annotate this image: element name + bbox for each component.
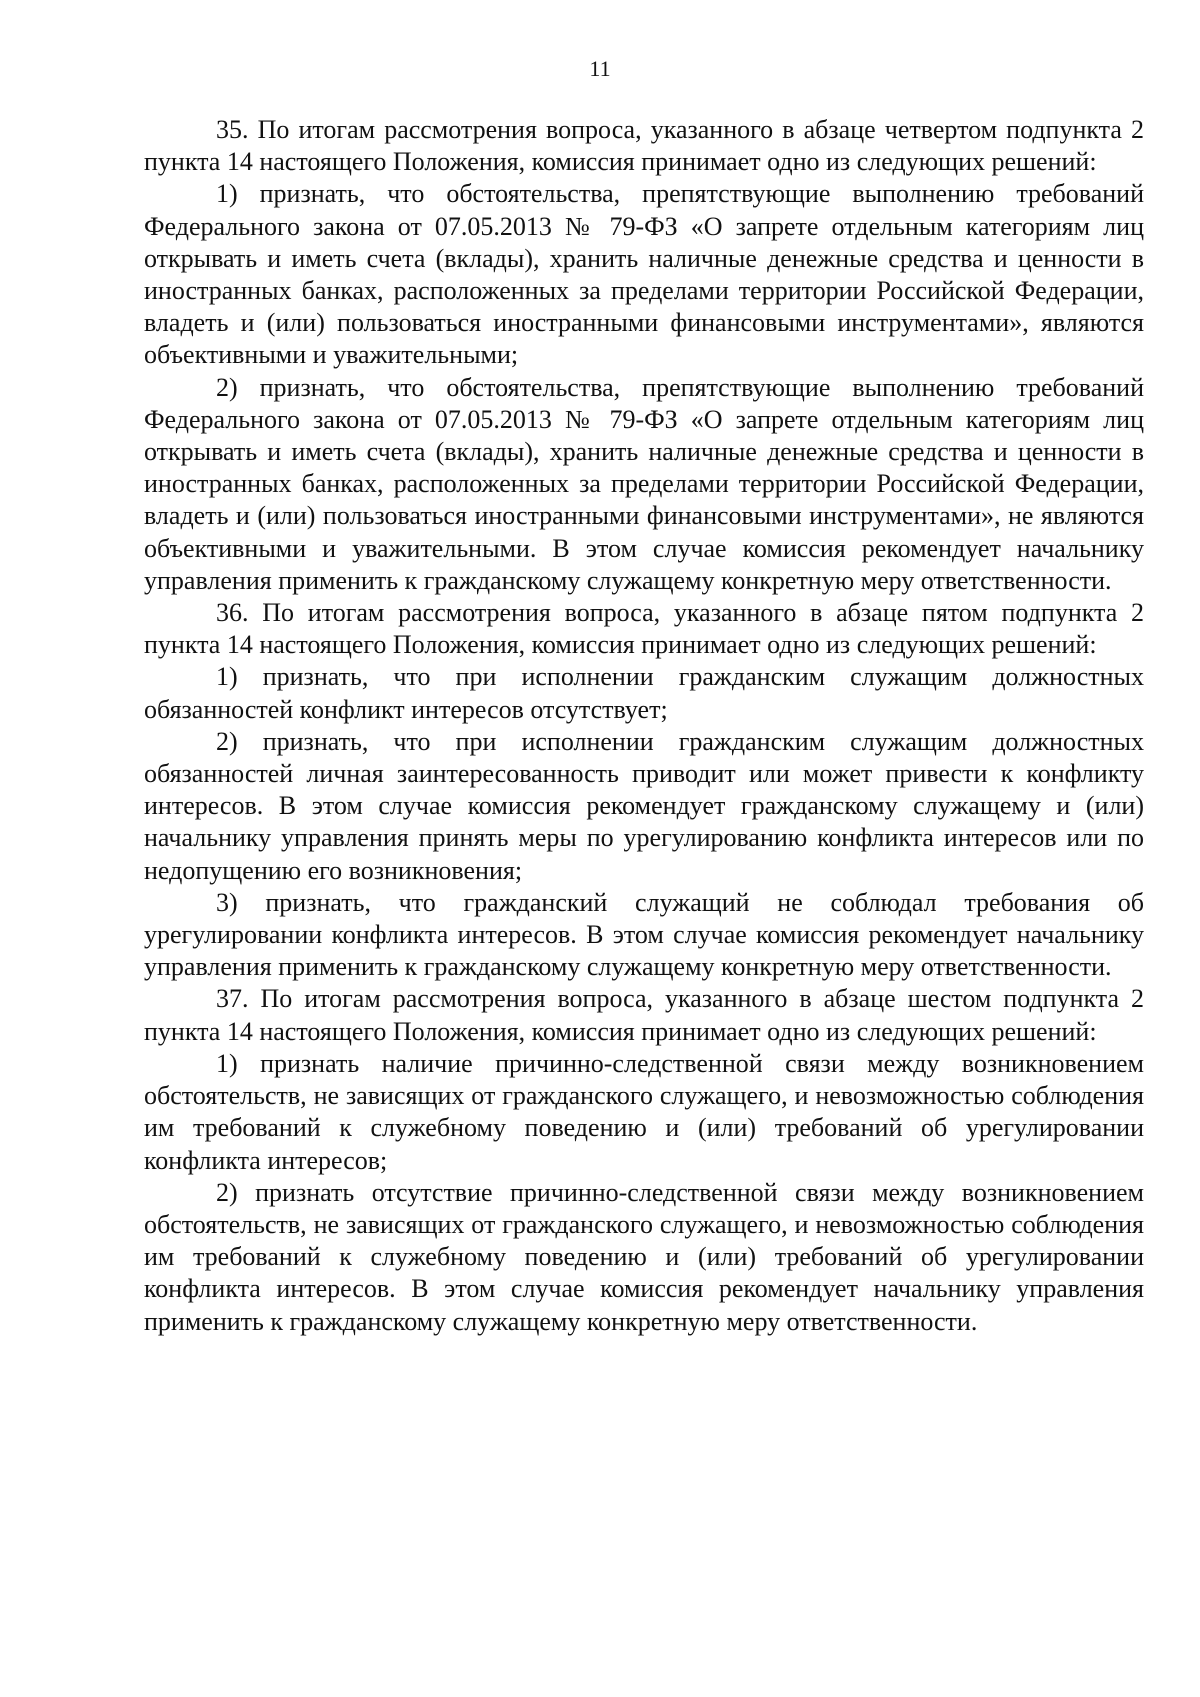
page-number: 11 bbox=[589, 56, 611, 81]
paragraph-36-item-1: 1) признать, что при исполнении гражданским служащим должностных обязанностей конфликт интересов отсутствует; bbox=[144, 662, 1144, 724]
paragraph-36-item-2: 2) признать, что при исполнении гражданским служащим должностных обязанностей личная заинтересованность приводит или может привести к конфликту интересов. В этом случае комиссия рекомендует гражданскому служащему и (или) начальнику управления принять меры по урегулированию конфликта интересов или по недопущению его возникновения; bbox=[144, 726, 1144, 885]
paragraph-36-item-3: 3) признать, что гражданский служащий не соблюдал требования об урегулировании конфликта интересов. В этом случае комиссия рекомендует начальнику управления применить к гражданскому служащему конкретную меру ответственности. bbox=[144, 887, 1144, 982]
paragraph-37-item-1: 1) признать наличие причинно-следственной связи между возникновением обстоятельств, не зависящих от гражданского служащего, и невозможностью соблюдения им требований к служебному поведению и (или) требований об урегулировании конфликта интересов; bbox=[144, 1048, 1144, 1175]
paragraph-37-item-2: 2) признать отсутствие причинно-следственной связи между возникновением обстоятельств, не зависящих от гражданского служащего, и невозможностью соблюдения им требований к служебному поведению и (или) требований об урегулировании конфликта интересов. В этом случае комиссия рекомендует начальнику управления применить к гражданскому служащему конкретную меру ответственности. bbox=[144, 1177, 1144, 1336]
paragraph-36: 36. По итогам рассмотрения вопроса, указанного в абзаце пятом подпункта 2 пункта 14 настоящего Положения, комиссия принимает одно из следующих решений: bbox=[144, 598, 1144, 660]
paragraph-35-item-2: 2) признать, что обстоятельства, препятствующие выполнению требований Федерального закона от 07.05.2013 № 79-ФЗ «О запрете отдельным категориям лиц открывать и иметь счета (вклады), хранить наличные денежные средства и ценности в иностранных банках, расположенных за пределами территории Российской Федерации, владеть и (или) пользоваться иностранными финансовыми инструментами», не являются объективными и уважительными. В этом случае комиссия рекомендует начальнику управления применить к гражданскому служащему конкретную меру ответственности. bbox=[144, 372, 1144, 595]
paragraph-37: 37. По итогам рассмотрения вопроса, указанного в абзаце шестом подпункта 2 пункта 14 настоящего Положения, комиссия принимает одно из следующих решений: bbox=[144, 984, 1144, 1046]
paragraph-35-item-1: 1) признать, что обстоятельства, препятствующие выполнению требований Федерального закона от 07.05.2013 № 79-ФЗ «О запрете отдельным категориям лиц открывать и иметь счета (вклады), хранить наличные денежные средства и ценности в иностранных банках, расположенных за пределами территории Российской Федерации, владеть и (или) пользоваться иностранными финансовыми инструментами», являются объективными и уважительными; bbox=[144, 179, 1144, 370]
document-body bbox=[144, 114, 1144, 1338]
paragraph-35: 35. По итогам рассмотрения вопроса, указанного в абзаце четвертом подпункта 2 пункта 14 настоящего Положения, комиссия принимает одно из следующих решений: bbox=[144, 115, 1144, 177]
